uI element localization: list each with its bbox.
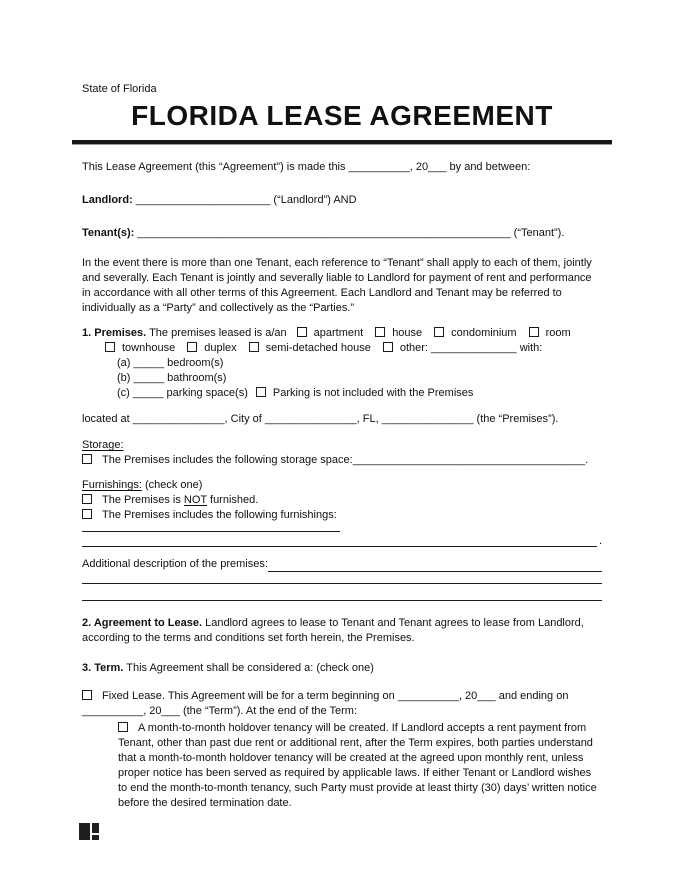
storage-option-line	[82, 453, 602, 468]
page-title: FLORIDA LEASE AGREEMENT	[131, 100, 553, 131]
not-word: NOT	[183, 494, 207, 506]
fixed-lease-text-3: and ending on	[495, 690, 569, 702]
checkbox-apartment[interactable]	[297, 327, 307, 337]
premises-row-1	[82, 326, 602, 341]
logo-left-block	[79, 823, 90, 840]
option-condominium	[434, 327, 516, 339]
located-line	[82, 412, 602, 427]
blank-street-address[interactable]: _______________	[132, 413, 225, 425]
option-apartment-label: apartment	[313, 327, 364, 339]
checkbox-month-to-month-holdover[interactable]	[118, 722, 128, 732]
option-house-label: house	[392, 327, 423, 339]
storage-option-text: The Premises includes the following storage space:	[102, 454, 353, 466]
section-3-number: 3. Term.	[82, 662, 124, 674]
fixed-lease-text-4: , 20	[143, 705, 162, 717]
blank-line-furnishings-2	[82, 536, 602, 547]
section-3-text: This Agreement shall be considered a: (check one)	[123, 662, 374, 674]
intro-text-1: This Lease Agreement (this “Agreement”) is made this	[82, 161, 349, 173]
title-rule	[72, 140, 612, 145]
blank-line-furnishings-2-rule[interactable]	[82, 538, 597, 547]
legaltemplates-logo-icon	[79, 823, 99, 840]
furnished-line	[82, 508, 602, 523]
located-text-1: located at	[82, 413, 133, 425]
section-2-text: Landlord agrees to lease to Tenant and Tenant agrees to lease from Landlord, according to the terms and conditions set forth herein, the Premises.	[82, 617, 584, 644]
option-room	[529, 327, 571, 339]
holdover-text: A month-to-month holdover tenancy will be created. If Landlord accepts a rent payment from Tenant, other than past due rent or additional rent, after the Term expires, both parties understand that a month-to-month holdover tenancy will be created at the agreed upon monthly rent, unless proper notice has been served as required by applicable laws. If either Tenant or Landlord wishes to end the month-to-month tenancy, such Party must provide at least thirty (30) days’ written notice before the desired termination date.	[118, 722, 597, 809]
blank-term-end-date[interactable]: __________	[82, 705, 144, 717]
premises-item-c	[82, 386, 602, 401]
checkbox-other[interactable]	[383, 342, 393, 352]
blank-storage-space[interactable]: ______________________________________	[352, 454, 586, 466]
option-apartment	[297, 327, 364, 339]
landlord-label: Landlord:	[82, 194, 136, 206]
additional-description-row	[82, 557, 602, 572]
storage-period: .	[585, 454, 589, 466]
item-b-label: bathroom(s)	[164, 372, 227, 384]
premises-lead: The premises leased is a/an	[146, 327, 287, 339]
blank-term-start-date[interactable]: __________	[397, 690, 459, 702]
storage-heading	[82, 438, 602, 453]
option-other	[383, 342, 517, 354]
premises-row-2	[82, 341, 602, 356]
tenant-label: Tenant(s):	[82, 227, 138, 239]
logo-top-right-block	[92, 823, 99, 833]
tenant-line	[82, 226, 602, 241]
checkbox-semi-detached[interactable]	[249, 342, 259, 352]
tenant-rest: (“Tenant”).	[510, 227, 565, 239]
blank-other-type[interactable]: ______________	[431, 342, 517, 354]
premises-number: 1. Premises.	[82, 327, 147, 339]
checkbox-no-parking[interactable]	[256, 387, 266, 397]
option-other-label: other:	[399, 342, 432, 354]
not-furnished-pre: The Premises is	[102, 494, 184, 506]
option-condominium-label: condominium	[451, 327, 517, 339]
checkbox-storage[interactable]	[82, 454, 92, 464]
option-duplex	[187, 342, 236, 354]
option-duplex-label: duplex	[204, 342, 237, 354]
intro-text-3: by and between:	[446, 161, 531, 173]
checkbox-house[interactable]	[375, 327, 385, 337]
blank-additional-description-1[interactable]	[268, 558, 602, 572]
fixed-lease-text-5: (the “Term”). At the end of the Term:	[179, 705, 357, 717]
not-furnished-line	[82, 493, 602, 508]
item-b-prefix: (b)	[117, 372, 134, 384]
blank-parking-spaces[interactable]: _____	[132, 387, 164, 399]
holdover-paragraph	[118, 721, 602, 811]
landlord-line	[82, 193, 602, 208]
located-text-2: , City of	[224, 413, 265, 425]
fixed-lease-paragraph	[82, 689, 602, 719]
option-semi-detached-label: semi-detached house	[265, 342, 371, 354]
located-text-3: , FL,	[356, 413, 382, 425]
checkbox-condominium[interactable]	[434, 327, 444, 337]
checkbox-duplex[interactable]	[187, 342, 197, 352]
blank-term-end-year[interactable]: ___	[161, 705, 180, 717]
intro-line	[82, 160, 602, 175]
furnished-text: The Premises includes the following furnishings:	[102, 509, 337, 521]
blank-line-furnishings-1[interactable]	[82, 523, 340, 532]
intro-text-2: , 20	[409, 161, 429, 173]
checkbox-fixed-lease[interactable]	[82, 690, 92, 700]
furnishings-line-period: .	[598, 535, 602, 547]
no-parking-label: Parking is not included with the Premises	[272, 387, 474, 399]
checkbox-furnished[interactable]	[82, 509, 92, 519]
logo-bottom-right-block	[92, 835, 99, 840]
blank-term-start-year[interactable]: ___	[477, 690, 496, 702]
item-c-prefix: (c)	[117, 387, 133, 399]
checkbox-not-furnished[interactable]	[82, 494, 92, 504]
furnishings-heading	[82, 478, 602, 493]
furnishings-heading-label: Furnishings:	[82, 479, 142, 491]
premises-item-a	[82, 356, 602, 371]
fixed-lease-text-1: Fixed Lease. This Agreement will be for a term beginning on	[102, 690, 398, 702]
option-townhouse	[105, 342, 175, 354]
blank-tenant-names[interactable]: _____________________________________________________________	[137, 227, 511, 239]
state-label: State of Florida	[82, 83, 157, 95]
blank-additional-description-2[interactable]	[82, 575, 602, 584]
premises-with-label: with:	[516, 342, 543, 354]
document-content	[0, 82, 680, 811]
checkbox-room[interactable]	[529, 327, 539, 337]
option-semi-detached	[249, 342, 371, 354]
blank-additional-description-3[interactable]	[82, 592, 602, 601]
premises-item-b	[82, 371, 602, 386]
furnishings-heading-rest: (check one)	[141, 479, 203, 491]
item-a-prefix: (a)	[117, 357, 134, 369]
item-c-label: parking space(s)	[163, 387, 248, 399]
blank-city[interactable]: _______________	[264, 413, 357, 425]
blank-bathrooms[interactable]: _____	[133, 372, 165, 384]
fixed-lease-text-2: , 20	[458, 690, 478, 702]
located-text-4: (the “Premises”).	[473, 413, 559, 425]
item-a-label: bedroom(s)	[164, 357, 224, 369]
option-house	[375, 327, 422, 339]
blank-day[interactable]: __________	[348, 161, 410, 173]
section-3-term	[82, 661, 602, 676]
blank-bedrooms[interactable]: _____	[133, 357, 165, 369]
joint-liability-clause: In the event there is more than one Tenant, each reference to “Tenant” shall apply to each of them, jointly and severally. Each Tenant is jointly and severally liable to Landlord for payment of rent and performance in accordance with all other terms of this Agreement. Each Landlord and Tenant may be referred to individually as a “Party” and collectively as the “Parties.”	[82, 257, 592, 314]
checkbox-townhouse[interactable]	[105, 342, 115, 352]
storage-heading-label: Storage:	[82, 439, 124, 451]
section-2-agreement	[82, 616, 602, 646]
blank-year[interactable]: ___	[428, 161, 447, 173]
not-furnished-post: furnished.	[206, 494, 259, 506]
landlord-rest: (“Landlord”) AND	[270, 194, 357, 206]
option-townhouse-label: townhouse	[122, 342, 176, 354]
option-room-label: room	[545, 327, 571, 339]
section-2-number: 2. Agreement to Lease.	[82, 617, 203, 629]
blank-landlord-name[interactable]: ______________________	[135, 194, 271, 206]
blank-zip[interactable]: _______________	[381, 413, 474, 425]
additional-description-label: Additional description of the premises:	[82, 558, 268, 570]
